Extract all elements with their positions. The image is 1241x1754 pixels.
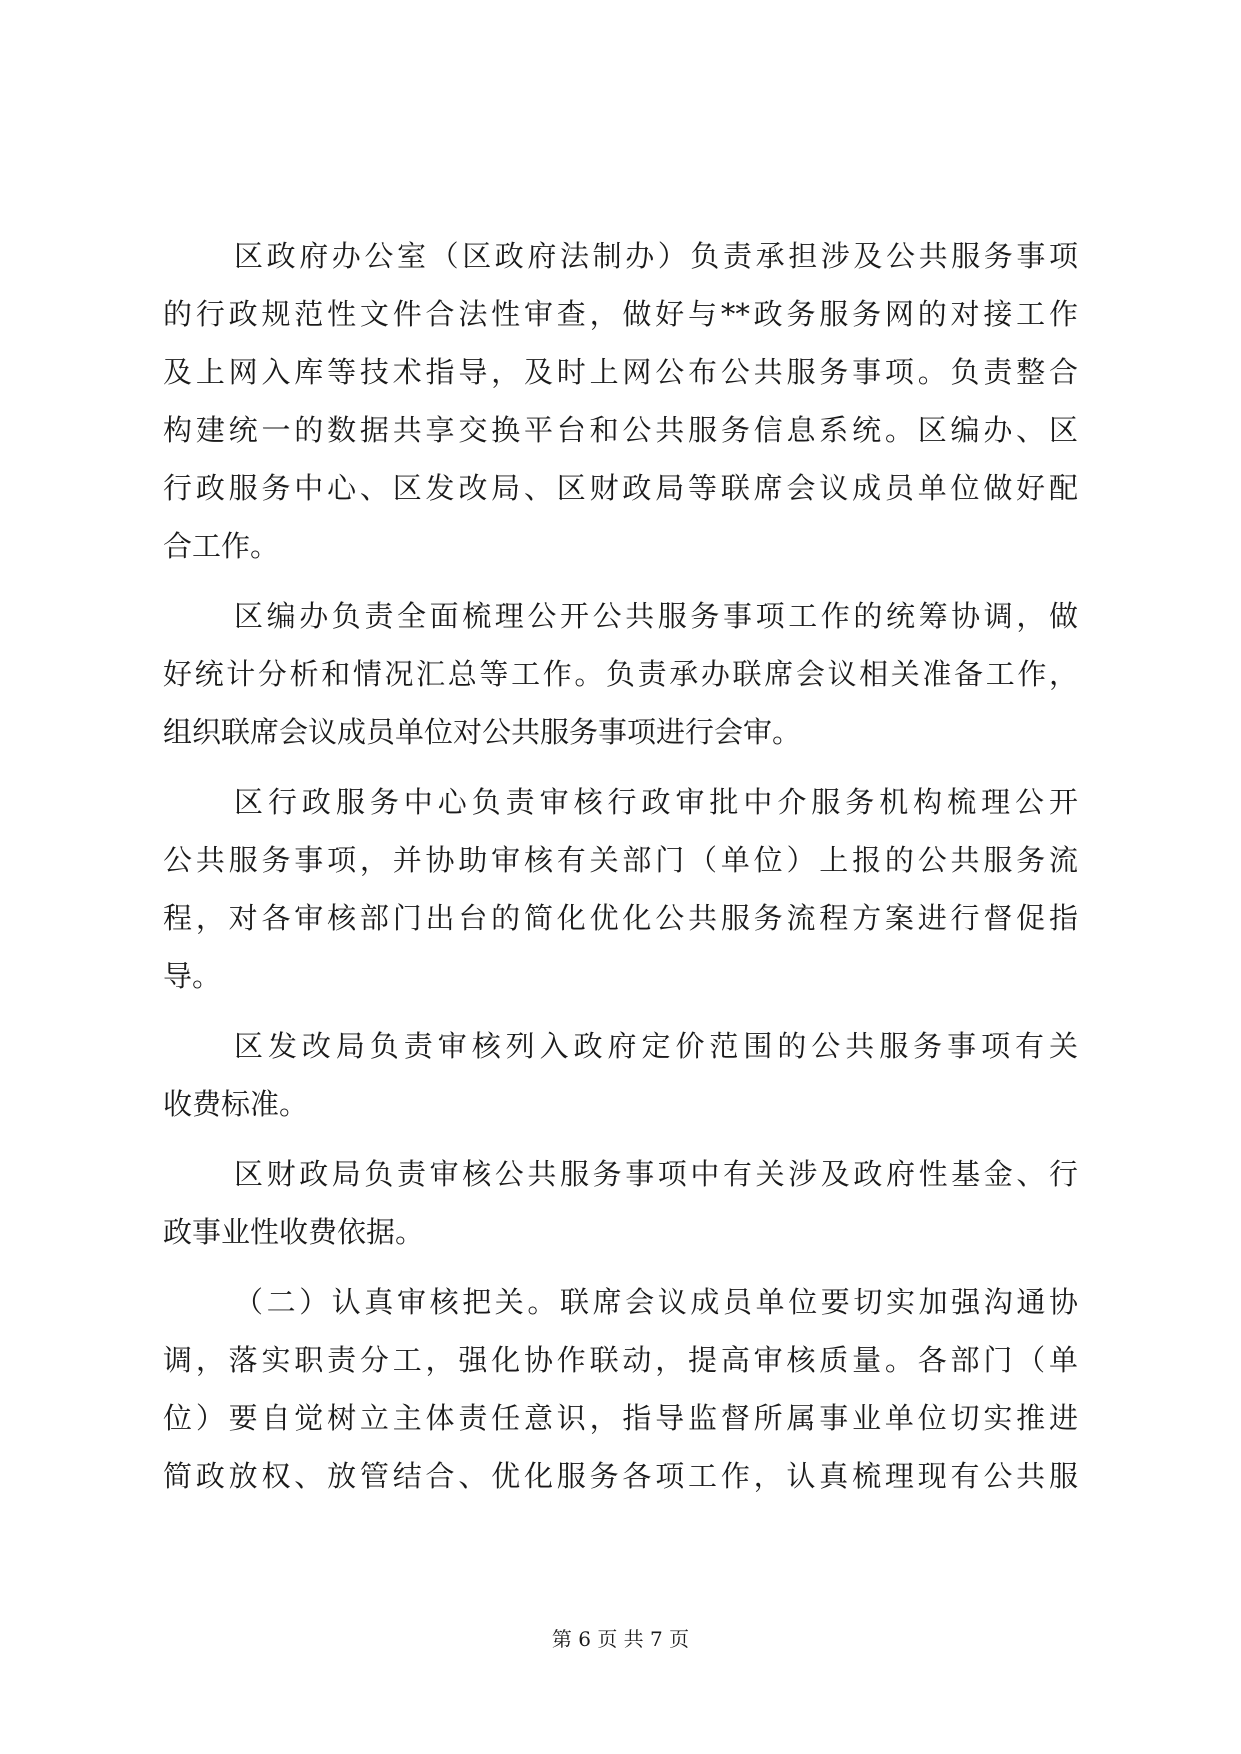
text-line: 及上网入库等技术指导，及时上网公布公共服务事项。负责整合 [163,355,1078,389]
text-line: 区财政局负责审核公共服务事项中有关涉及政府性基金、行 [234,1157,1078,1191]
text-line: 区政府办公室（区政府法制办）负责承担涉及公共服务事项 [234,239,1078,273]
text-line: 组织联席会议成员单位对公共服务事项进行会审。 [163,715,802,749]
text-line: 公共服务事项，并协助审核有关部门（单位）上报的公共服务流 [163,843,1078,877]
text-line: 导。 [163,959,222,993]
text-line: （二）认真审核把关。联席会议成员单位要切实加强沟通协 [234,1285,1078,1319]
page-footer: 第 6 页 共 7 页 [551,1627,690,1651]
text-line: 收费标准。 [163,1087,309,1121]
text-line: 区发改局负责审核列入政府定价范围的公共服务事项有关 [234,1029,1078,1063]
text-line: 的行政规范性文件合法性审查，做好与**政务服务网的对接工作 [163,297,1078,331]
text-line: 合工作。 [163,529,280,563]
text-line: 调，落实职责分工，强化协作联动，提高审核质量。各部门（单 [163,1343,1078,1377]
text-line: 区行政服务中心负责审核行政审批中介服务机构梳理公开 [234,785,1078,819]
text-line: 位）要自觉树立主体责任意识，指导监督所属事业单位切实推进 [163,1401,1078,1435]
text-line: 简政放权、放管结合、优化服务各项工作，认真梳理现有公共服 [163,1459,1078,1493]
text-line: 程，对各审核部门出台的简化优化公共服务流程方案进行督促指 [163,901,1078,935]
text-line: 构建统一的数据共享交换平台和公共服务信息系统。区编办、区 [163,413,1078,447]
text-line: 好统计分析和情况汇总等工作。负责承办联席会议相关准备工作， [163,657,1078,691]
text-line: 区编办负责全面梳理公开公共服务事项工作的统筹协调，做 [234,599,1078,633]
text-line: 政事业性收费依据。 [163,1215,425,1249]
text-line: 行政服务中心、区发改局、区财政局等联席会议成员单位做好配 [163,471,1078,505]
